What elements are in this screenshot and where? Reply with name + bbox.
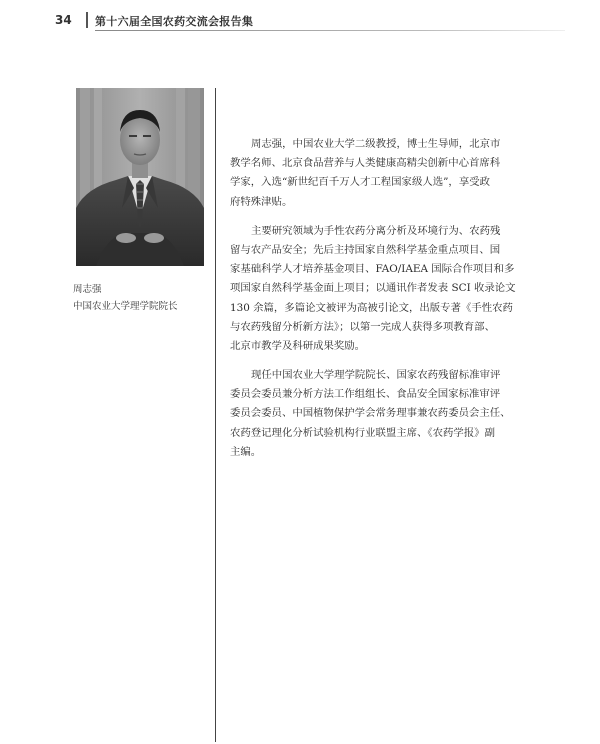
- bio-paragraph: [230, 135, 540, 212]
- bio-paragraph: [230, 222, 540, 356]
- page-header: [0, 0, 600, 40]
- bio-line: 主要研究领域为手性农药分离分析及环境行为、农药残: [251, 224, 501, 237]
- caption-affiliation: 中国农业大学理学院院长: [73, 301, 178, 312]
- header-separator: [86, 12, 88, 28]
- bio-line: 北京市教学及科研成果奖励。: [230, 339, 366, 352]
- bio-paragraph: [230, 366, 540, 462]
- caption-name: 周志强: [73, 284, 102, 295]
- bio-line: 主编。: [230, 445, 262, 458]
- bio-line: 学家，入选“新世纪百千万人才工程国家级人选”，享受政: [230, 176, 490, 189]
- bio-line: 府特殊津贴。: [230, 195, 293, 208]
- header-rule: [95, 30, 565, 31]
- bio-line: 教学名师、北京食品营养与人类健康高精尖创新中心首席科: [230, 157, 501, 170]
- bio-line: 家基础科学人才培养基金项目、FAO/IAEA 国际合作项目和多: [230, 263, 515, 276]
- portrait-photo: [76, 88, 204, 266]
- column-divider: [215, 88, 216, 742]
- portrait-image: [76, 88, 204, 266]
- bio-line: 周志强，中国农业大学二级教授，博士生导师，北京市: [251, 138, 501, 150]
- biography: [230, 135, 540, 472]
- bio-line: 委员会委员兼分析方法工作组组长、食品安全国家标准审评: [230, 388, 501, 401]
- bio-line: 委员会委员、中国植物保护学会常务理事兼农药委员会主任、: [230, 407, 511, 420]
- photo-caption: [73, 281, 213, 315]
- bio-line: 项国家自然科学基金面上项目；以通讯作者发表 SCI 收录论文: [230, 282, 516, 295]
- bio-line: 留与农产品安全；先后主持国家自然科学基金重点项目、国: [230, 243, 501, 256]
- running-title: 第十六届全国农药交流会报告集: [95, 15, 254, 28]
- bio-line: 与农药残留分析新方法》；以第一完成人获得多项教育部、: [230, 320, 495, 333]
- page-number: 34: [55, 13, 72, 27]
- bio-line: 130 余篇，多篇论文被评为高被引论文，出版专著《手性农药: [230, 301, 513, 314]
- bio-line: 农药登记理化分析试验机构行业联盟主席、《农药学报》副: [230, 426, 495, 439]
- bio-line: 现任中国农业大学理学院院长、国家农药残留标准审评: [251, 369, 501, 382]
